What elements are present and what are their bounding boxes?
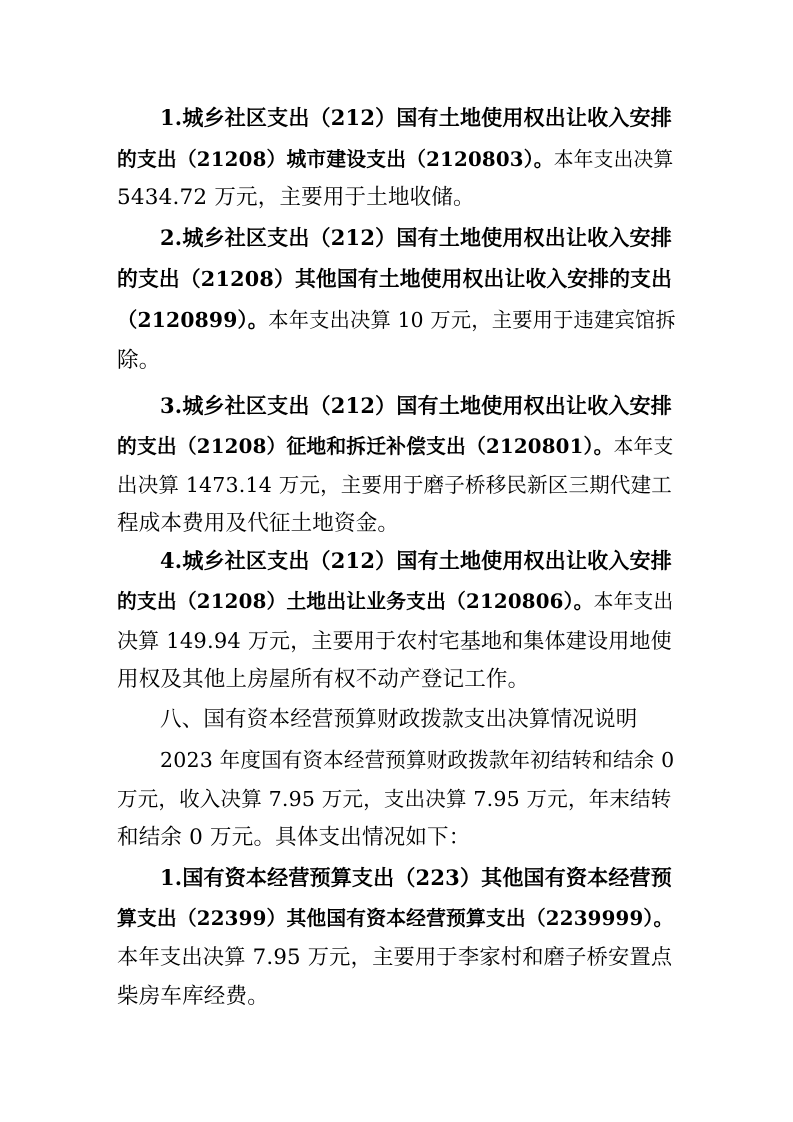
para1-line3: 5434.72 万元，主要用于土地收储。	[117, 185, 475, 210]
para4-line1: 4.城乡社区支出（212）国有土地使用权出让收入安排	[160, 548, 672, 573]
para1-line2: 的支出（21208）城市建设支出（2120803）。本年支出决算	[117, 147, 674, 171]
para3-line4: 程成本费用及代征土地资金。	[117, 511, 400, 536]
section-heading: 八、国有资本经营预算财政拨款支出决算情况说明	[160, 707, 638, 732]
para4-line3: 决算 149.94 万元，主要用于农村宅基地和集体建设用地使	[117, 629, 672, 653]
para2-line2: 的支出（21208）其他国有土地使用权出让收入安排的支出	[117, 267, 673, 291]
para3-line3: 出决算 1473.14 万元，主要用于磨子桥移民新区三期代建工	[117, 473, 673, 497]
para5-line3: 和结余 0 万元。具体支出情况如下：	[117, 825, 471, 850]
para6-line3: 本年支出决算 7.95 万元，主要用于李家村和磨子桥安置点	[117, 945, 673, 970]
para3-line1: 3.城乡社区支出（212）国有土地使用权出让收入安排	[160, 393, 672, 418]
para2-line4: 除。	[117, 348, 161, 373]
para3-line2: 的支出（21208）征地和拆迁补偿支出（2120801）。本年支	[117, 434, 674, 458]
para5-line1: 2023 年度国有资本经营预算财政拨款年初结转和结余 0	[160, 748, 675, 772]
para6-line2: 算支出（22399）其他国有资本经营预算支出（2239999）。	[117, 906, 674, 930]
para4-line4: 用权及其他上房屋所有权不动产登记工作。	[117, 667, 530, 692]
para4-line2: 的支出（21208）土地出让业务支出（2120806）。本年支出	[117, 589, 674, 613]
para2-line1: 2.城乡社区支出（212）国有土地使用权出让收入安排	[160, 225, 672, 250]
para2-line3: （2120899）。本年支出决算 10 万元，主要用于违建宾馆拆	[117, 308, 676, 332]
para6-line1: 1.国有资本经营预算支出（223）其他国有资本经营预	[160, 865, 672, 890]
para1-line1: 1.城乡社区支出（212）国有土地使用权出让收入安排	[160, 105, 672, 130]
para5-line2: 万元，收入决算 7.95 万元，支出决算 7.95 万元，年末结转	[117, 787, 672, 811]
para6-line4: 柴房车库经费。	[117, 984, 269, 1009]
